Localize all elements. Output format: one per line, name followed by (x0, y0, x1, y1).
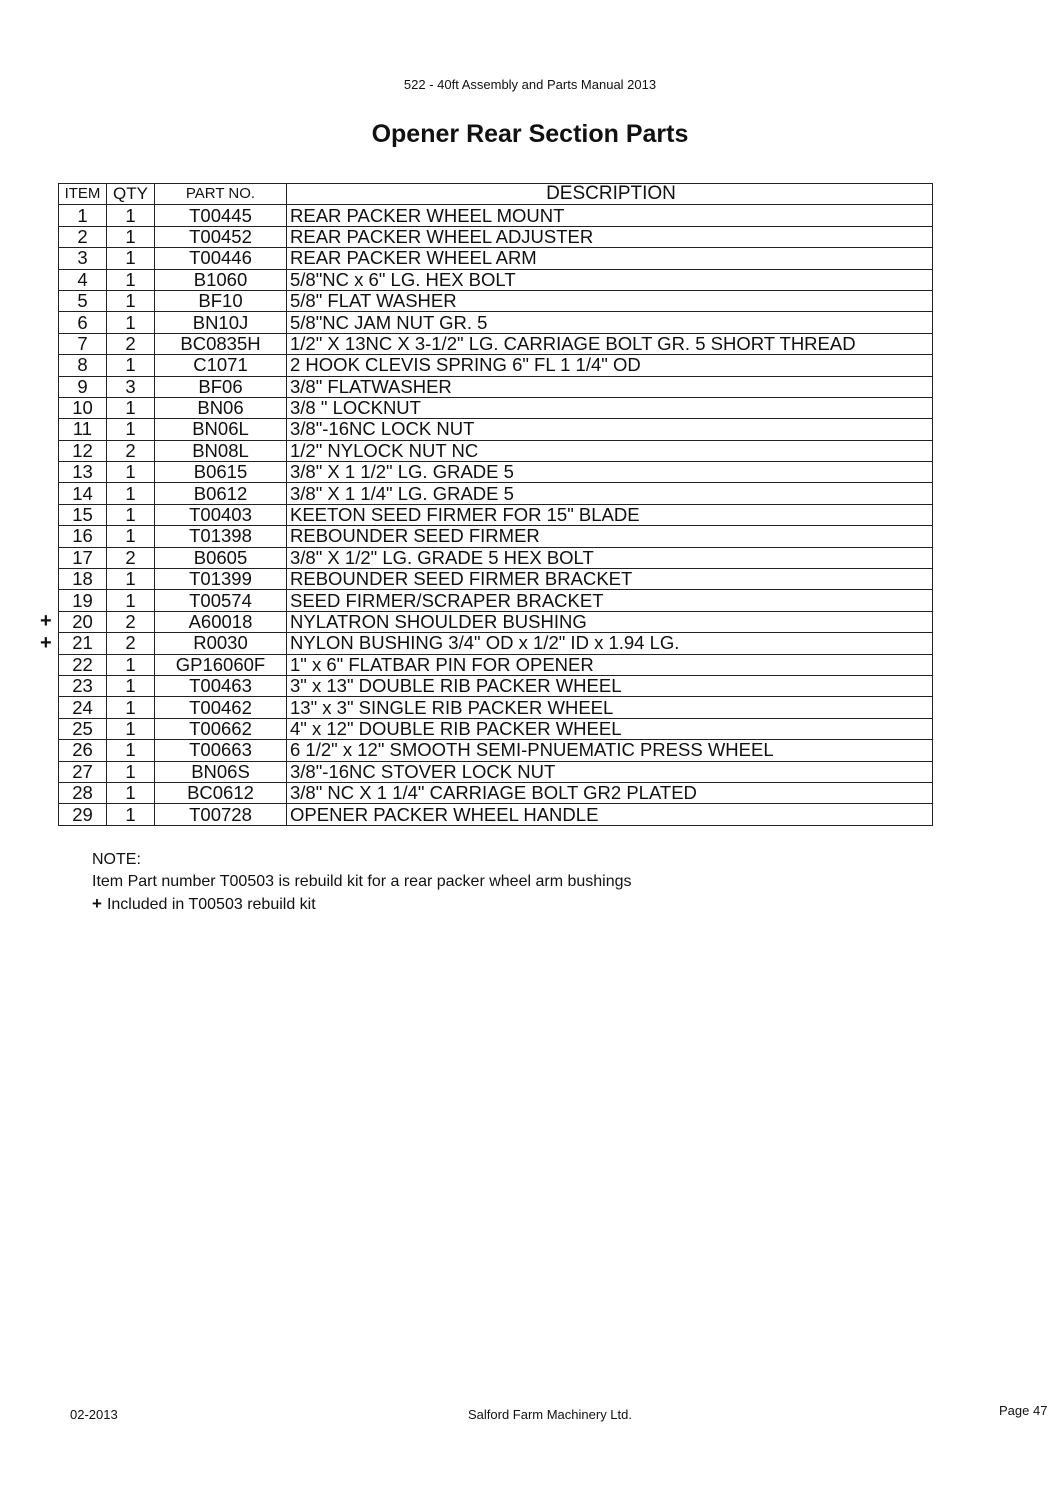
description-cell: 1/2" NYLOCK NUT NC (287, 440, 933, 461)
qty-cell: 1 (107, 269, 155, 290)
page-title: Opener Rear Section Parts (371, 120, 689, 148)
part-no-cell: BF06 (155, 376, 287, 397)
part-no-cell: BN08L (155, 440, 287, 461)
table-row (59, 654, 933, 675)
description-cell: 3/8"-16NC STOVER LOCK NUT (287, 761, 933, 782)
description-cell: SEED FIRMER/SCRAPER BRACKET (287, 590, 933, 611)
description-cell: 3/8"-16NC LOCK NUT (287, 419, 933, 440)
qty-cell: 1 (107, 654, 155, 675)
description-cell: 3/8" X 1/2" LG. GRADE 5 HEX BOLT (287, 547, 933, 568)
item-cell: 26 (59, 740, 107, 761)
item-cell: 8 (59, 355, 107, 376)
item-cell: 11 (59, 419, 107, 440)
table-row (59, 547, 933, 568)
part-no-cell: BF10 (155, 290, 287, 311)
part-no-cell: T00446 (155, 248, 287, 269)
description-cell: REAR PACKER WHEEL ADJUSTER (287, 226, 933, 247)
qty-cell: 2 (107, 547, 155, 568)
qty-cell: 1 (107, 782, 155, 803)
qty-cell: 1 (107, 226, 155, 247)
part-no-cell: BN10J (155, 312, 287, 333)
qty-cell: 1 (107, 675, 155, 696)
part-no-cell: T00663 (155, 740, 287, 761)
item-cell: 15 (59, 504, 107, 525)
qty-cell: 1 (107, 569, 155, 590)
description-cell: 3/8" X 1 1/2" LG. GRADE 5 (287, 462, 933, 483)
qty-cell: 1 (107, 740, 155, 761)
description-cell: 13" x 3" SINGLE RIB PACKER WHEEL (287, 697, 933, 718)
part-no-cell: BC0612 (155, 782, 287, 803)
part-no-cell: T00463 (155, 675, 287, 696)
part-no-cell: T00445 (155, 205, 287, 226)
item-cell: 16 (59, 526, 107, 547)
footer-date: 02-2013 (70, 1407, 118, 1422)
part-no-cell: T00452 (155, 226, 287, 247)
part-no-cell: B1060 (155, 269, 287, 290)
description-cell: NYLATRON SHOULDER BUSHING (287, 611, 933, 632)
item-cell: 5 (59, 290, 107, 311)
qty-cell: 1 (107, 697, 155, 718)
qty-cell: 1 (107, 355, 155, 376)
description-cell: 5/8" FLAT WASHER (287, 290, 933, 311)
footer-company: Salford Farm Machinery Ltd. (467, 1407, 632, 1422)
description-cell: 3" x 13" DOUBLE RIB PACKER WHEEL (287, 675, 933, 696)
footer-page-number: Page 47 (999, 1403, 1048, 1418)
table-row (59, 483, 933, 504)
item-cell: 3 (59, 248, 107, 269)
description-cell: OPENER PACKER WHEEL HANDLE (287, 804, 933, 825)
table-row (59, 333, 933, 354)
item-cell: 18 (59, 569, 107, 590)
description-cell: 5/8"NC x 6" LG. HEX BOLT (287, 269, 933, 290)
table-row (59, 526, 933, 547)
table-row (59, 504, 933, 525)
column-header-description: DESCRIPTION (287, 184, 933, 205)
qty-cell: 1 (107, 761, 155, 782)
table-row (59, 697, 933, 718)
table-row (59, 611, 933, 632)
qty-cell: 1 (107, 205, 155, 226)
part-no-cell: GP16060F (155, 654, 287, 675)
qty-cell: 1 (107, 397, 155, 418)
item-cell: 29 (59, 804, 107, 825)
table-row (59, 248, 933, 269)
table-row (59, 804, 933, 825)
table-header-row (59, 184, 933, 205)
note-included-text: Included in T00503 rebuild kit (106, 896, 316, 913)
description-cell: REAR PACKER WHEEL MOUNT (287, 205, 933, 226)
description-cell: 1" x 6" FLATBAR PIN FOR OPENER (287, 654, 933, 675)
column-header-item: ITEM (59, 184, 107, 205)
item-cell: 6 (59, 312, 107, 333)
item-cell: 10 (59, 397, 107, 418)
part-no-cell: BN06 (155, 397, 287, 418)
part-no-cell: B0615 (155, 462, 287, 483)
qty-cell: 1 (107, 483, 155, 504)
item-cell: 13 (59, 462, 107, 483)
table-row (59, 718, 933, 739)
part-no-cell: B0605 (155, 547, 287, 568)
description-cell: 3/8 " LOCKNUT (287, 397, 933, 418)
table-row (59, 419, 933, 440)
part-no-cell: R0030 (155, 633, 287, 654)
description-cell: 3/8" X 1 1/4" LG. GRADE 5 (287, 483, 933, 504)
column-header-qty: QTY (107, 184, 155, 205)
table-row (59, 376, 933, 397)
item-cell: 4 (59, 269, 107, 290)
description-cell: 4" x 12" DOUBLE RIB PACKER WHEEL (287, 718, 933, 739)
qty-cell: 2 (107, 440, 155, 461)
table-row (59, 440, 933, 461)
part-no-cell: T00462 (155, 697, 287, 718)
item-cell: 22 (59, 654, 107, 675)
description-cell: REBOUNDER SEED FIRMER (287, 526, 933, 547)
qty-cell: 1 (107, 590, 155, 611)
qty-cell: 1 (107, 718, 155, 739)
part-no-cell: A60018 (155, 611, 287, 632)
table-row (59, 675, 933, 696)
part-no-cell: BN06L (155, 419, 287, 440)
qty-cell: 1 (107, 804, 155, 825)
description-cell: 2 HOOK CLEVIS SPRING 6" FL 1 1/4" OD (287, 355, 933, 376)
table-row (59, 290, 933, 311)
note-line-rebuild-kit: Item Part number T00503 is rebuild kit for a rear packer wheel arm bushings (92, 873, 632, 890)
qty-cell: 1 (107, 462, 155, 483)
plus-icon: + (92, 894, 102, 913)
item-cell: 19 (59, 590, 107, 611)
part-no-cell: T00574 (155, 590, 287, 611)
table-row (59, 569, 933, 590)
part-no-cell: B0612 (155, 483, 287, 504)
part-no-cell: T00662 (155, 718, 287, 739)
table-row (59, 761, 933, 782)
table-row (59, 462, 933, 483)
item-cell: 20 (59, 611, 107, 632)
note-label: NOTE: (92, 851, 141, 868)
part-no-cell: T00728 (155, 804, 287, 825)
item-cell: 14 (59, 483, 107, 504)
item-cell: 24 (59, 697, 107, 718)
description-cell: KEETON SEED FIRMER FOR 15" BLADE (287, 504, 933, 525)
item-cell: 1 (59, 205, 107, 226)
item-cell: 25 (59, 718, 107, 739)
item-cell: 21 (59, 633, 107, 654)
item-cell: 28 (59, 782, 107, 803)
qty-cell: 1 (107, 419, 155, 440)
item-cell: 27 (59, 761, 107, 782)
description-cell: 1/2" X 13NC X 3-1/2" LG. CARRIAGE BOLT GR. 5 SHORT THREAD (287, 333, 933, 354)
item-cell: 9 (59, 376, 107, 397)
table-row (59, 226, 933, 247)
part-no-cell: T01399 (155, 569, 287, 590)
item-cell: 2 (59, 226, 107, 247)
part-no-cell: BC0835H (155, 333, 287, 354)
qty-cell: 1 (107, 312, 155, 333)
plus-icon: + (40, 631, 52, 654)
description-cell: 5/8"NC JAM NUT GR. 5 (287, 312, 933, 333)
description-cell: REAR PACKER WHEEL ARM (287, 248, 933, 269)
qty-cell: 1 (107, 526, 155, 547)
description-cell: 3/8" NC X 1 1/4" CARRIAGE BOLT GR2 PLATED (287, 782, 933, 803)
note-line-included (92, 893, 632, 916)
description-cell: 6 1/2" x 12" SMOOTH SEMI-PNUEMATIC PRESS WHEEL (287, 740, 933, 761)
item-cell: 7 (59, 333, 107, 354)
table-row (59, 633, 933, 654)
description-cell: REBOUNDER SEED FIRMER BRACKET (287, 569, 933, 590)
qty-cell: 1 (107, 290, 155, 311)
description-cell: NYLON BUSHING 3/4" OD x 1/2" ID x 1.94 LG. (287, 633, 933, 654)
qty-cell: 3 (107, 376, 155, 397)
table-row (59, 312, 933, 333)
table-row (59, 782, 933, 803)
qty-cell: 1 (107, 248, 155, 269)
table-row (59, 397, 933, 418)
column-header-part-no: PART NO. (155, 184, 287, 205)
parts-table (58, 183, 933, 826)
note-block (92, 849, 632, 916)
part-no-cell: C1071 (155, 355, 287, 376)
item-cell: 12 (59, 440, 107, 461)
parts-table-body (59, 205, 933, 825)
table-row (59, 355, 933, 376)
table-row (59, 740, 933, 761)
part-no-cell: T01398 (155, 526, 287, 547)
qty-cell: 1 (107, 504, 155, 525)
plus-icon: + (40, 610, 52, 633)
table-row (59, 269, 933, 290)
item-cell: 23 (59, 675, 107, 696)
qty-cell: 2 (107, 611, 155, 632)
qty-cell: 2 (107, 633, 155, 654)
qty-cell: 2 (107, 333, 155, 354)
part-no-cell: T00403 (155, 504, 287, 525)
table-row (59, 205, 933, 226)
description-cell: 3/8" FLATWASHER (287, 376, 933, 397)
part-no-cell: BN06S (155, 761, 287, 782)
manual-header: 522 - 40ft Assembly and Parts Manual 2013 (403, 77, 657, 92)
table-row (59, 590, 933, 611)
item-cell: 17 (59, 547, 107, 568)
